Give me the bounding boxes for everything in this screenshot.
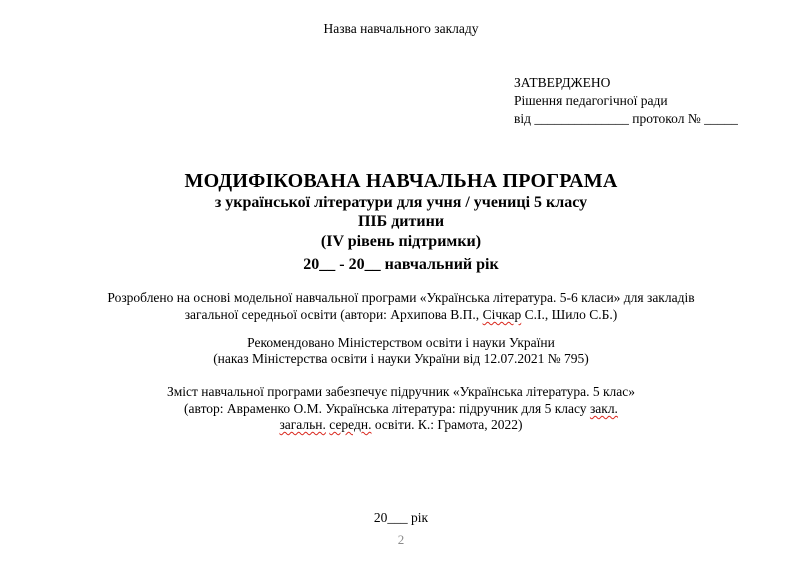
spellcheck-word: середн.: [329, 417, 372, 432]
textbook-publisher-text: освіти. К.: Грамота, 2022): [371, 417, 523, 432]
program-title: МОДИФІКОВАНА НАВЧАЛЬНА ПРОГРАМА: [184, 170, 618, 192]
textbook-line-2: [0, 402, 802, 416]
date-blank: ______________: [534, 111, 629, 126]
approved-heading: ЗАТВЕРДЖЕНО: [514, 75, 611, 90]
footer-year: 20___ рік: [373, 510, 429, 525]
protocol-label: протокол №: [632, 111, 701, 126]
program-subject: з української літератури для учня / учениці 5 класу: [214, 194, 588, 211]
recommended-line-1: Рекомендовано Міністерством освіти і науки України: [247, 335, 555, 350]
support-level: (ІV рівень підтримки): [320, 233, 482, 250]
institution-name: Назва навчального закладу: [323, 21, 479, 36]
developed-line-1: Розроблено на основі модельної навчальної програми «Українська література. 5-6 класи» для закладів: [107, 290, 695, 305]
recommended-line-2: (наказ Міністерства освіти і науки України від 12.07.2021 № 795): [213, 351, 589, 366]
spellcheck-word: закл.: [589, 401, 618, 416]
child-name-placeholder: ПІБ дитини: [357, 213, 445, 230]
approval-date-line: [514, 112, 738, 126]
developed-authors-tail: С.І., Шило С.Б.): [521, 307, 618, 322]
from-label: від: [514, 111, 531, 126]
textbook-author-text: (автор: Авраменко О.М. Українська література: підручник для 5 класу: [184, 401, 590, 416]
school-year: 20__ - 20__ навчальний рік: [303, 256, 499, 273]
page-number: 2: [397, 532, 405, 547]
protocol-blank: _____: [704, 111, 738, 126]
developed-line-2: [0, 308, 802, 322]
developed-authors-text: загальної середньої освіти (автори: Архипова В.П.,: [184, 307, 483, 322]
spellcheck-word: загальн.: [279, 417, 326, 432]
spellcheck-word: Січкар: [482, 307, 522, 322]
textbook-line-3: [0, 418, 802, 432]
textbook-line-1: Зміст навчальної програми забезпечує підручник «Українська література. 5 клас»: [166, 384, 636, 399]
council-decision: Рішення педагогічної ради: [514, 93, 668, 108]
